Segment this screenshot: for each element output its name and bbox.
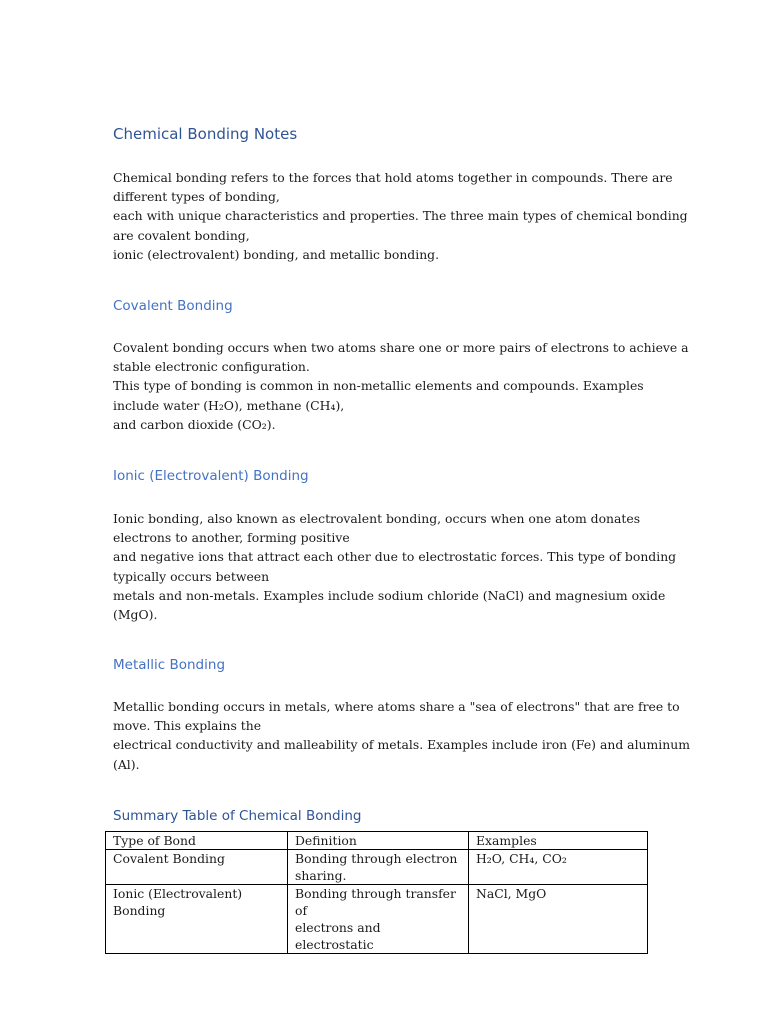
- intro-paragraph: [113, 168, 688, 264]
- ionic-line: and negative ions that attract each other due to electrostatic forces. This type of bonding: [113, 549, 677, 565]
- metallic-line: electrical conductivity and malleability of metals. Examples include iron (Fe) and aluminum: [113, 737, 690, 753]
- intro-line: ionic (electrovalent) bonding, and metallic bonding.: [113, 246, 440, 262]
- table-row: [106, 885, 648, 954]
- covalent-line: and carbon dioxide (CO₂).: [113, 416, 276, 432]
- metallic-line: move. This explains the: [113, 718, 262, 734]
- ionic-paragraph: [113, 509, 677, 624]
- covalent-heading: Covalent Bonding: [113, 298, 233, 314]
- ionic-line: Ionic bonding, also known as electrovalent bonding, occurs when one atom donates: [113, 511, 641, 526]
- cell-line: Bonding through transfer of: [295, 886, 456, 918]
- table-header-cell: Definition: [288, 832, 469, 850]
- covalent-line: include water (H₂O), methane (CH₄),: [113, 397, 345, 413]
- summary-table: [105, 831, 648, 954]
- table-cell-definition: [288, 850, 469, 885]
- ionic-line: electrons to another, forming positive: [113, 530, 350, 546]
- page-title: Chemical Bonding Notes: [113, 125, 298, 143]
- table-row: [106, 850, 648, 885]
- table-header-cell: Examples: [469, 832, 648, 850]
- ionic-line: metals and non-metals. Examples include sodium chloride (NaCl) and magnesium oxide: [113, 587, 666, 603]
- cell-line: sharing.: [295, 868, 347, 883]
- cell-line: Bonding: [113, 903, 166, 918]
- table-header-cell: Type of Bond: [106, 832, 288, 850]
- covalent-paragraph: [113, 338, 689, 434]
- table-header-row: [106, 832, 648, 850]
- metallic-line: (Al).: [113, 756, 140, 772]
- cell-line: electrons and electrostatic: [295, 920, 381, 952]
- table-cell-definition: [288, 885, 469, 954]
- metallic-paragraph: [113, 697, 690, 774]
- table-cell-examples: H₂O, CH₄, CO₂: [469, 850, 648, 885]
- covalent-line: stable electronic configuration.: [113, 359, 310, 375]
- intro-line: Chemical bonding refers to the forces that hold atoms together in compounds. There are: [113, 170, 673, 185]
- covalent-line: Covalent bonding occurs when two atoms share one or more pairs of electrons to achieve a: [113, 340, 689, 355]
- metallic-heading: Metallic Bonding: [113, 657, 226, 673]
- table-cell-examples: NaCl, MgO: [469, 885, 648, 954]
- ionic-heading: Ionic (Electrovalent) Bonding: [113, 468, 309, 484]
- cell-line: Ionic (Electrovalent): [113, 886, 243, 901]
- cell-line: Bonding through electron: [295, 851, 458, 866]
- ionic-line: (MgO).: [113, 607, 158, 623]
- ionic-line: typically occurs between: [113, 568, 270, 584]
- table-cell-type: Covalent Bonding: [106, 850, 288, 885]
- metallic-line: Metallic bonding occurs in metals, where atoms share a "sea of electrons" that are free to: [113, 699, 680, 714]
- table-cell-type: [106, 885, 288, 954]
- intro-line: each with unique characteristics and properties. The three main types of chemical bonding: [113, 208, 688, 224]
- covalent-line: This type of bonding is common in non-metallic elements and compounds. Examples: [113, 378, 644, 394]
- intro-line: are covalent bonding,: [113, 227, 250, 243]
- intro-line: different types of bonding,: [113, 189, 280, 205]
- summary-heading: Summary Table of Chemical Bonding: [113, 808, 362, 824]
